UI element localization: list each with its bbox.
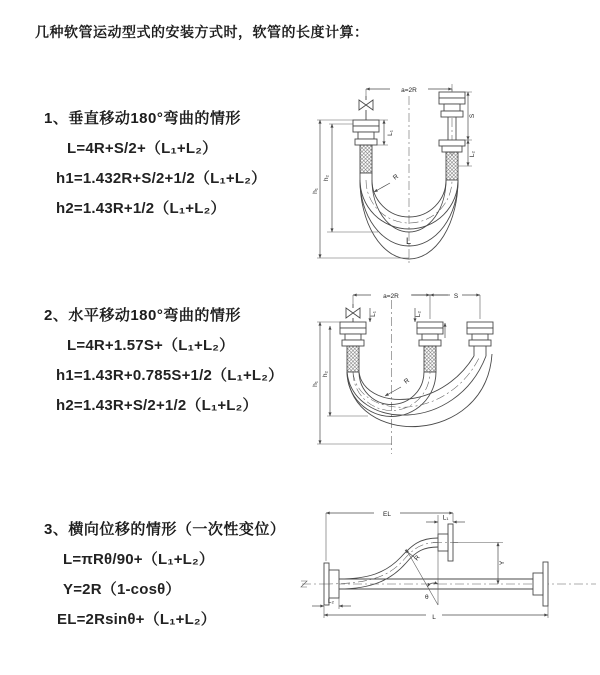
valve-icon — [353, 308, 360, 318]
dim-label-stroke: S — [453, 293, 459, 300]
dim-label-span: a=2R — [401, 87, 417, 94]
dim-label-radius: R — [402, 377, 411, 386]
right-flange-shifted — [467, 322, 493, 328]
section-3-formula-1: L=πRθ/90+（L₁+L₂） — [63, 551, 215, 568]
dim-label-fitting-left: L₁ — [370, 311, 377, 317]
section-2-formula-1: L=4R+1.57S+（L₁+L₂） — [67, 337, 235, 354]
curved-hose-position — [339, 538, 438, 579]
braided-hose-section — [446, 152, 458, 180]
braided-hose-section — [347, 346, 359, 372]
right-flange-raised — [439, 92, 465, 98]
valve-icon — [366, 100, 373, 110]
diagram-lateral-displacement — [298, 503, 600, 648]
dim-label-fitting-right: L₂ — [469, 150, 476, 158]
section-2-heading: 2、水平移动180°弯曲的情形 — [44, 307, 241, 324]
straight-hose-position — [339, 579, 533, 589]
dim-label-h1: h₁ — [312, 381, 319, 387]
dim-label-fitting-mid: L₂ — [415, 310, 422, 318]
diagram-vertical-bend — [308, 76, 598, 268]
dim-label-radius: R — [391, 173, 400, 182]
dim-label-length: L — [406, 236, 412, 246]
dim-label-h2: h₂ — [323, 174, 330, 182]
braided-hose-section — [424, 346, 436, 372]
dim-label-fitting-top: L₁ — [442, 514, 449, 522]
right-flange-lower — [543, 562, 548, 606]
dim-label-el: EL — [383, 511, 391, 518]
angle-label: θ — [425, 594, 429, 601]
section-1-formula-2: h1=1.432R+S/2+1/2（L₁+L₂） — [56, 170, 267, 187]
dim-label-fitting-left: L₁ — [387, 130, 394, 136]
dim-label-length: L — [432, 614, 436, 621]
section-3-formula-3: EL=2Rsinθ+（L₁+L₂） — [57, 611, 216, 628]
middle-flange — [417, 322, 443, 328]
dim-label-stroke: S — [469, 113, 476, 119]
braided-hose-section — [360, 145, 372, 173]
left-flange — [340, 322, 366, 328]
dim-label-radius: R — [413, 554, 422, 563]
dim-label-fitting-left: L₂ — [327, 598, 335, 605]
valve-icon — [359, 100, 366, 110]
section-1-formula-3: h2=1.43R+1/2（L₁+L₂） — [56, 200, 226, 217]
dim-label-offset-y: Y — [499, 560, 506, 566]
page-title: 几种软管运动型式的安装方式时，软管的长度计算： — [35, 24, 369, 40]
right-flange-lower — [439, 140, 465, 146]
section-3-formula-2: Y=2R（1-cosθ） — [63, 581, 181, 598]
section-1-heading: 1、垂直移动180°弯曲的情形 — [44, 110, 241, 127]
dim-label-h1: h₁ — [312, 188, 319, 194]
valve-icon — [346, 308, 353, 318]
section-2-formula-3: h2=1.43R+S/2+1/2（L₁+L₂） — [56, 397, 258, 414]
dim-label-h2: h₂ — [322, 370, 329, 378]
left-flange — [353, 120, 379, 126]
section-1-formula-1: L=4R+S/2+（L₁+L₂） — [67, 140, 218, 157]
diagram-horizontal-bend — [308, 284, 598, 462]
dim-label-span: a=2R — [383, 293, 399, 300]
section-3-heading: 3、横向位移的情形（一次性变位） — [44, 521, 286, 538]
section-2-formula-2: h1=1.43R+0.785S+1/2（L₁+L₂） — [56, 367, 284, 384]
